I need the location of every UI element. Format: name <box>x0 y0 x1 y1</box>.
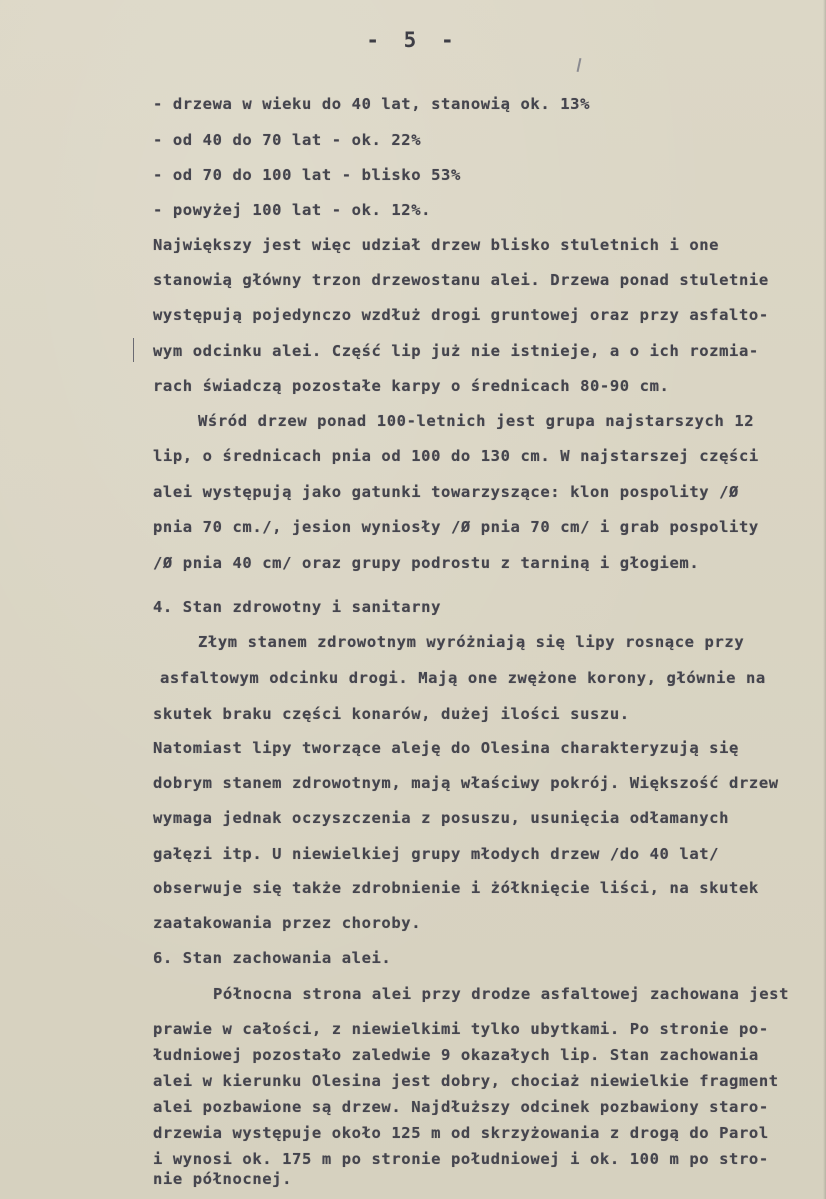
pencil-mark <box>577 58 582 72</box>
text-line: dobrym stanem zdrowotnym, mają właściwy pokrój. Większość drzew <box>153 774 779 792</box>
text-line: prawie w całości, z niewielkimi tylko ubytkami. Po stronie po- <box>153 1020 769 1038</box>
text-line: - drzewa w wieku do 40 lat, stanowią ok. 13% <box>153 95 590 113</box>
text-line: - od 40 do 70 lat - ok. 22% <box>153 131 422 149</box>
text-line: łudniowej pozostało zaledwie 9 okazałych lip. Stan zachowania <box>153 1046 759 1064</box>
text-line: - powyżej 100 lat - ok. 12%. <box>153 201 432 219</box>
text-line: nie północnej. <box>153 1170 293 1188</box>
text-line: pnia 70 cm./, jesion wyniosły /Ø pnia 70 cm/ i grab pospolity <box>153 518 759 536</box>
text-line: Wśród drzew ponad 100-letnich jest grupa najstarszych 12 <box>198 412 755 430</box>
text-line: alei występują jako gatunki towarzyszące: klon pospolity /Ø <box>153 483 739 501</box>
text-line: alei w kierunku Olesina jest dobry, chociaż niewielkie fragment <box>153 1072 779 1090</box>
text-line: występują pojedynczo wzdłuż drogi gruntowej oraz przy asfalto- <box>153 306 769 324</box>
text-line: Złym stanem zdrowotnym wyróżniają się lipy rosnące przy <box>198 633 745 651</box>
text-line: gałęzi itp. U niewielkiej grupy młodych drzew /do 40 lat/ <box>153 845 720 863</box>
section-heading: 4. Stan zdrowotny i sanitarny <box>153 598 442 616</box>
text-line: alei pozbawione są drzew. Najdłuższy odcinek pozbawiony staro- <box>153 1098 769 1116</box>
text-line: Północna strona alei przy drodze asfaltowej zachowana jest <box>213 985 790 1003</box>
margin-mark <box>133 338 134 362</box>
text-line: rach świadczą pozostałe karpy o średnicach 80-90 cm. <box>153 377 670 395</box>
text-line: wym odcinku alei. Część lip już nie istnieje, a o ich rozmia- <box>153 342 759 360</box>
page-number: - 5 - <box>366 28 460 52</box>
text-line: Natomiast lipy tworzące aleję do Olesina charakteryzują się <box>153 739 739 757</box>
text-line: drzewia występuje około 125 m od skrzyżowania z drogą do Parol <box>153 1124 769 1142</box>
text-line: lip, o średnicach pnia od 100 do 130 cm. W najstarszej części <box>153 447 759 465</box>
text-line: Największy jest więc udział drzew blisko stuletnich i one <box>153 236 720 254</box>
text-line: wymaga jednak oczyszczenia z posuszu, usunięcia odłamanych <box>153 809 730 827</box>
text-line: i wynosi ok. 175 m po stronie południowej i ok. 100 m po stro- <box>153 1150 769 1168</box>
text-line: zaatakowania przez choroby. <box>153 914 422 932</box>
text-line: stanowią główny trzon drzewostanu alei. Drzewa ponad stuletnie <box>153 271 769 289</box>
section-heading: 6. Stan zachowania alei. <box>153 949 392 967</box>
text-line: asfaltowym odcinku drogi. Mają one zwężone korony, głównie na <box>160 669 766 687</box>
text-line: obserwuje się także zdrobnienie i żółknięcie liści, na skutek <box>153 879 759 897</box>
text-line: /Ø pnia 40 cm/ oraz grupy podrostu z tarniną i głogiem. <box>153 554 700 572</box>
text-line: - od 70 do 100 lat - blisko 53% <box>153 166 461 184</box>
text-line: skutek braku części konarów, dużej ilości suszu. <box>153 705 630 723</box>
